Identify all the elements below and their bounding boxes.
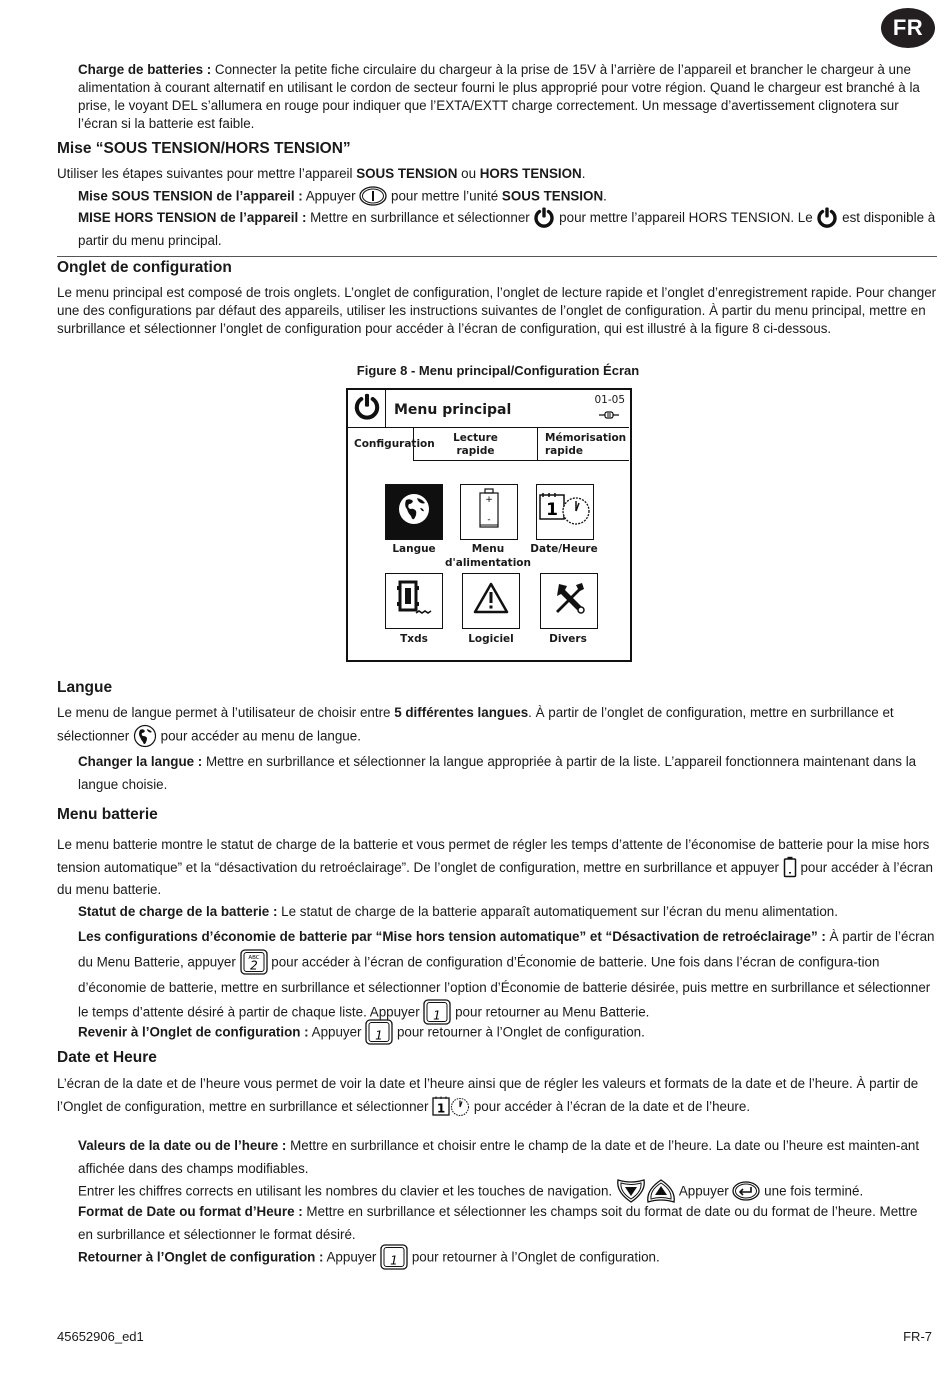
transducer-icon xyxy=(396,578,432,624)
power-icon xyxy=(533,206,555,228)
batterie-eco-instruction: Les configurations d’économie de batterie par “Mise hors tension automatique” et “Désactivation de retroéclairage” : À partir de l’écran du Menu Batterie, appuyer ABC 2 pour accéder à l’écran de configuration d’Économie de batterie. Une fois dans l’écran de configura-tion d’économie de batterie, mettre en surbrillance et sélectionner l’option d’Économie de batterie désirée, puis mettre en surbrillance et sélectionner le temps d’attente désiré à partir de chaque liste. Appuyer 1 pour retourner au Menu Batterie. xyxy=(78,925,936,1026)
tab-configuration[interactable]: Configuration xyxy=(354,438,435,450)
date-values-instruction: Valeurs de la date ou de l’heure : Mettre en surbrillance et choisir entre le champ de la date et de l’heure. La date ou l’heure est mainten-ant affichée dans des champs modifiables. xyxy=(78,1138,920,1176)
tile-langue[interactable] xyxy=(385,484,443,540)
date-enter-instruction: Entrer les chiffres corrects en utilisant les nombres du clavier et les touches de navigation. Appuyer une fois terminé. xyxy=(78,1179,936,1205)
footer-doc-id: 45652906_ed1 xyxy=(57,1329,144,1344)
svg-text:+: + xyxy=(485,495,493,505)
batterie-heading: Menu batterie xyxy=(57,806,158,823)
tile-label-menu-alimentation: Menu d'alimentation xyxy=(445,543,531,569)
section-divider xyxy=(57,256,937,257)
svg-text:1: 1 xyxy=(436,1101,446,1116)
screen-header xyxy=(348,390,629,428)
tile-txds[interactable] xyxy=(385,573,443,629)
power-on-instruction: Mise SOUS TENSION de l’appareil : Appuyer pour mettre l’unité SOUS TENSION. xyxy=(78,187,936,207)
charge-paragraph xyxy=(78,61,936,133)
footer-page-number: FR-7 xyxy=(903,1329,932,1344)
tools-icon xyxy=(550,579,588,623)
screen-title: Menu principal xyxy=(394,402,512,418)
battery-icon xyxy=(783,856,797,878)
date-format-instruction: Format de Date ou format d’Heure : Mettre en surbrillance et sélectionner les champs soit du format de date ou du format de l’heure. Mettre en surbrillance et sélectionner le format désiré. xyxy=(78,1204,918,1242)
tile-label-txds: Txds xyxy=(400,633,428,645)
screen-power-button[interactable] xyxy=(348,390,386,428)
power-icon xyxy=(816,206,838,228)
svg-text:2: 2 xyxy=(249,958,258,972)
svg-text:1: 1 xyxy=(433,1008,442,1023)
tile-divers[interactable] xyxy=(540,573,598,629)
tile-date-heure[interactable] xyxy=(536,484,594,540)
config-paragraph: Le menu principal est composé de trois onglets. L’onglet de configuration, l’onglet de lecture rapide et l’onglet d’enregistrement rapide. Pour changer une des configurations par défaut des appareils, utiliser les instructions suivantes de l’onglet de configuration. À partir du menu principal, mettre en surbrillance et sélectionner l’onglet de configuration pour accéder à l’écran de configuration, qui est illustré à la figure 8 ci-dessous. xyxy=(57,285,937,336)
key-2-abc-icon xyxy=(240,949,268,975)
svg-text:1: 1 xyxy=(546,500,558,520)
charge-text: Connecter la petite fiche circulaire du chargeur à la prise de 15V à l’arrière de l’appareil et brancher le chargeur à une alimentation à courant alternatif en utilisant le cordon de secteur fourni le plus approprié pour votre région. Quand le chargeur est branché à la prise, le voyant DEL s’allumera en rouge pour indiquer que l’EXTA/EXTT charge correctement. Un message d’avertissement clignotera sur l’écran si la batterie est faible. xyxy=(78,62,920,131)
tile-label-date-heure: Date/Heure xyxy=(530,543,598,555)
batterie-back-instruction: Revenir à l’Onglet de configuration : Appuyer 1 pour retourner à l’Onglet de configuration. xyxy=(78,1020,936,1046)
screen-counter: 01-05 xyxy=(594,394,625,406)
batterie-paragraph: Le menu batterie montre le statut de charge de la batterie et vous permet de régler les temps d’attente de l’économise de batterie pour la mise hors tension automatique” et la “désactivation du retroéclairage”. De l’onglet de configuration, mettre en surbrillance et appuyer pour accéder à l’écran du menu batterie. xyxy=(57,837,933,897)
globe-icon xyxy=(396,491,432,533)
svg-text:1: 1 xyxy=(375,1028,384,1043)
warning-icon xyxy=(472,581,510,621)
power-off-instruction: MISE HORS TENSION de l’appareil : Mettre en surbrillance et sélectionner pour mettre l’appareil HORS TENSION. Le est disponible à partir du menu principal. xyxy=(78,207,936,252)
key-1-icon xyxy=(365,1019,393,1045)
langue-change-instruction: Changer la langue : Mettre en surbrillance et sélectionner la langue appropriée à partir de la liste. L’appareil fonctionnera maintenant dans la langue choisie. xyxy=(78,754,917,792)
svg-text:1: 1 xyxy=(390,1253,398,1268)
tab-lecture-rapide[interactable]: Lecture rapide xyxy=(413,428,537,461)
tile-logiciel[interactable] xyxy=(462,573,520,629)
on-key-icon xyxy=(359,186,387,206)
tile-label-langue: Langue xyxy=(392,543,436,555)
enter-key-icon xyxy=(732,1181,760,1201)
batterie-status-instruction: Statut de charge de la batterie : Le statut de charge de la batterie apparaît automatiquement sur l’écran du menu alimentation. xyxy=(78,904,838,919)
key-1-icon xyxy=(380,1244,408,1270)
date-paragraph: L’écran de la date et de l’heure vous permet de voir la date et l’heure ainsi que de régler les valeurs et formats de la date et de l’heure. À partir de l’Onglet de configuration, mettre en surbrillance et sélectionner 1 pour accéder à l’écran de la date et de l’heure. xyxy=(57,1076,919,1116)
date-heading: Date et Heure xyxy=(57,1049,157,1066)
language-badge: FR xyxy=(881,8,935,48)
figure-caption: Figure 8 - Menu principal/Configuration Écran xyxy=(356,363,640,378)
plug-icon xyxy=(599,407,619,425)
device-screen-figure xyxy=(346,388,632,662)
svg-text:ABC: ABC xyxy=(247,954,260,961)
tile-label-logiciel: Logiciel xyxy=(468,633,514,645)
tile-menu-alimentation[interactable] xyxy=(460,484,518,540)
tile-label-divers: Divers xyxy=(549,633,587,645)
langue-heading: Langue xyxy=(57,679,113,696)
config-heading: Onglet de configuration xyxy=(57,259,232,276)
globe-icon xyxy=(133,724,157,748)
battery-icon xyxy=(478,488,500,536)
power-icon xyxy=(353,392,381,426)
charge-label: Charge de batteries : xyxy=(78,62,212,77)
power-heading: Mise “SOUS TENSION/HORS TENSION” xyxy=(57,140,351,157)
calendar-clock-icon xyxy=(432,1095,470,1117)
svg-text:-: - xyxy=(487,515,491,525)
calendar-clock-icon xyxy=(538,489,592,535)
tab-memorisation-rapide[interactable]: Mémorisation rapide xyxy=(537,428,629,461)
langue-paragraph: Le menu de langue permet à l’utilisateur de choisir entre 5 différentes langues. À partir de l’onglet de configuration, mettre en surbrillance et sélectionner pour accéder au menu de langue. xyxy=(57,702,937,749)
date-return-instruction: Retourner à l’Onglet de configuration : Appuyer 1 pour retourner à l’Onglet de configuration. xyxy=(78,1245,936,1271)
power-intro: Utiliser les étapes suivantes pour mettre l’appareil SOUS TENSION ou HORS TENSION. xyxy=(57,166,586,181)
